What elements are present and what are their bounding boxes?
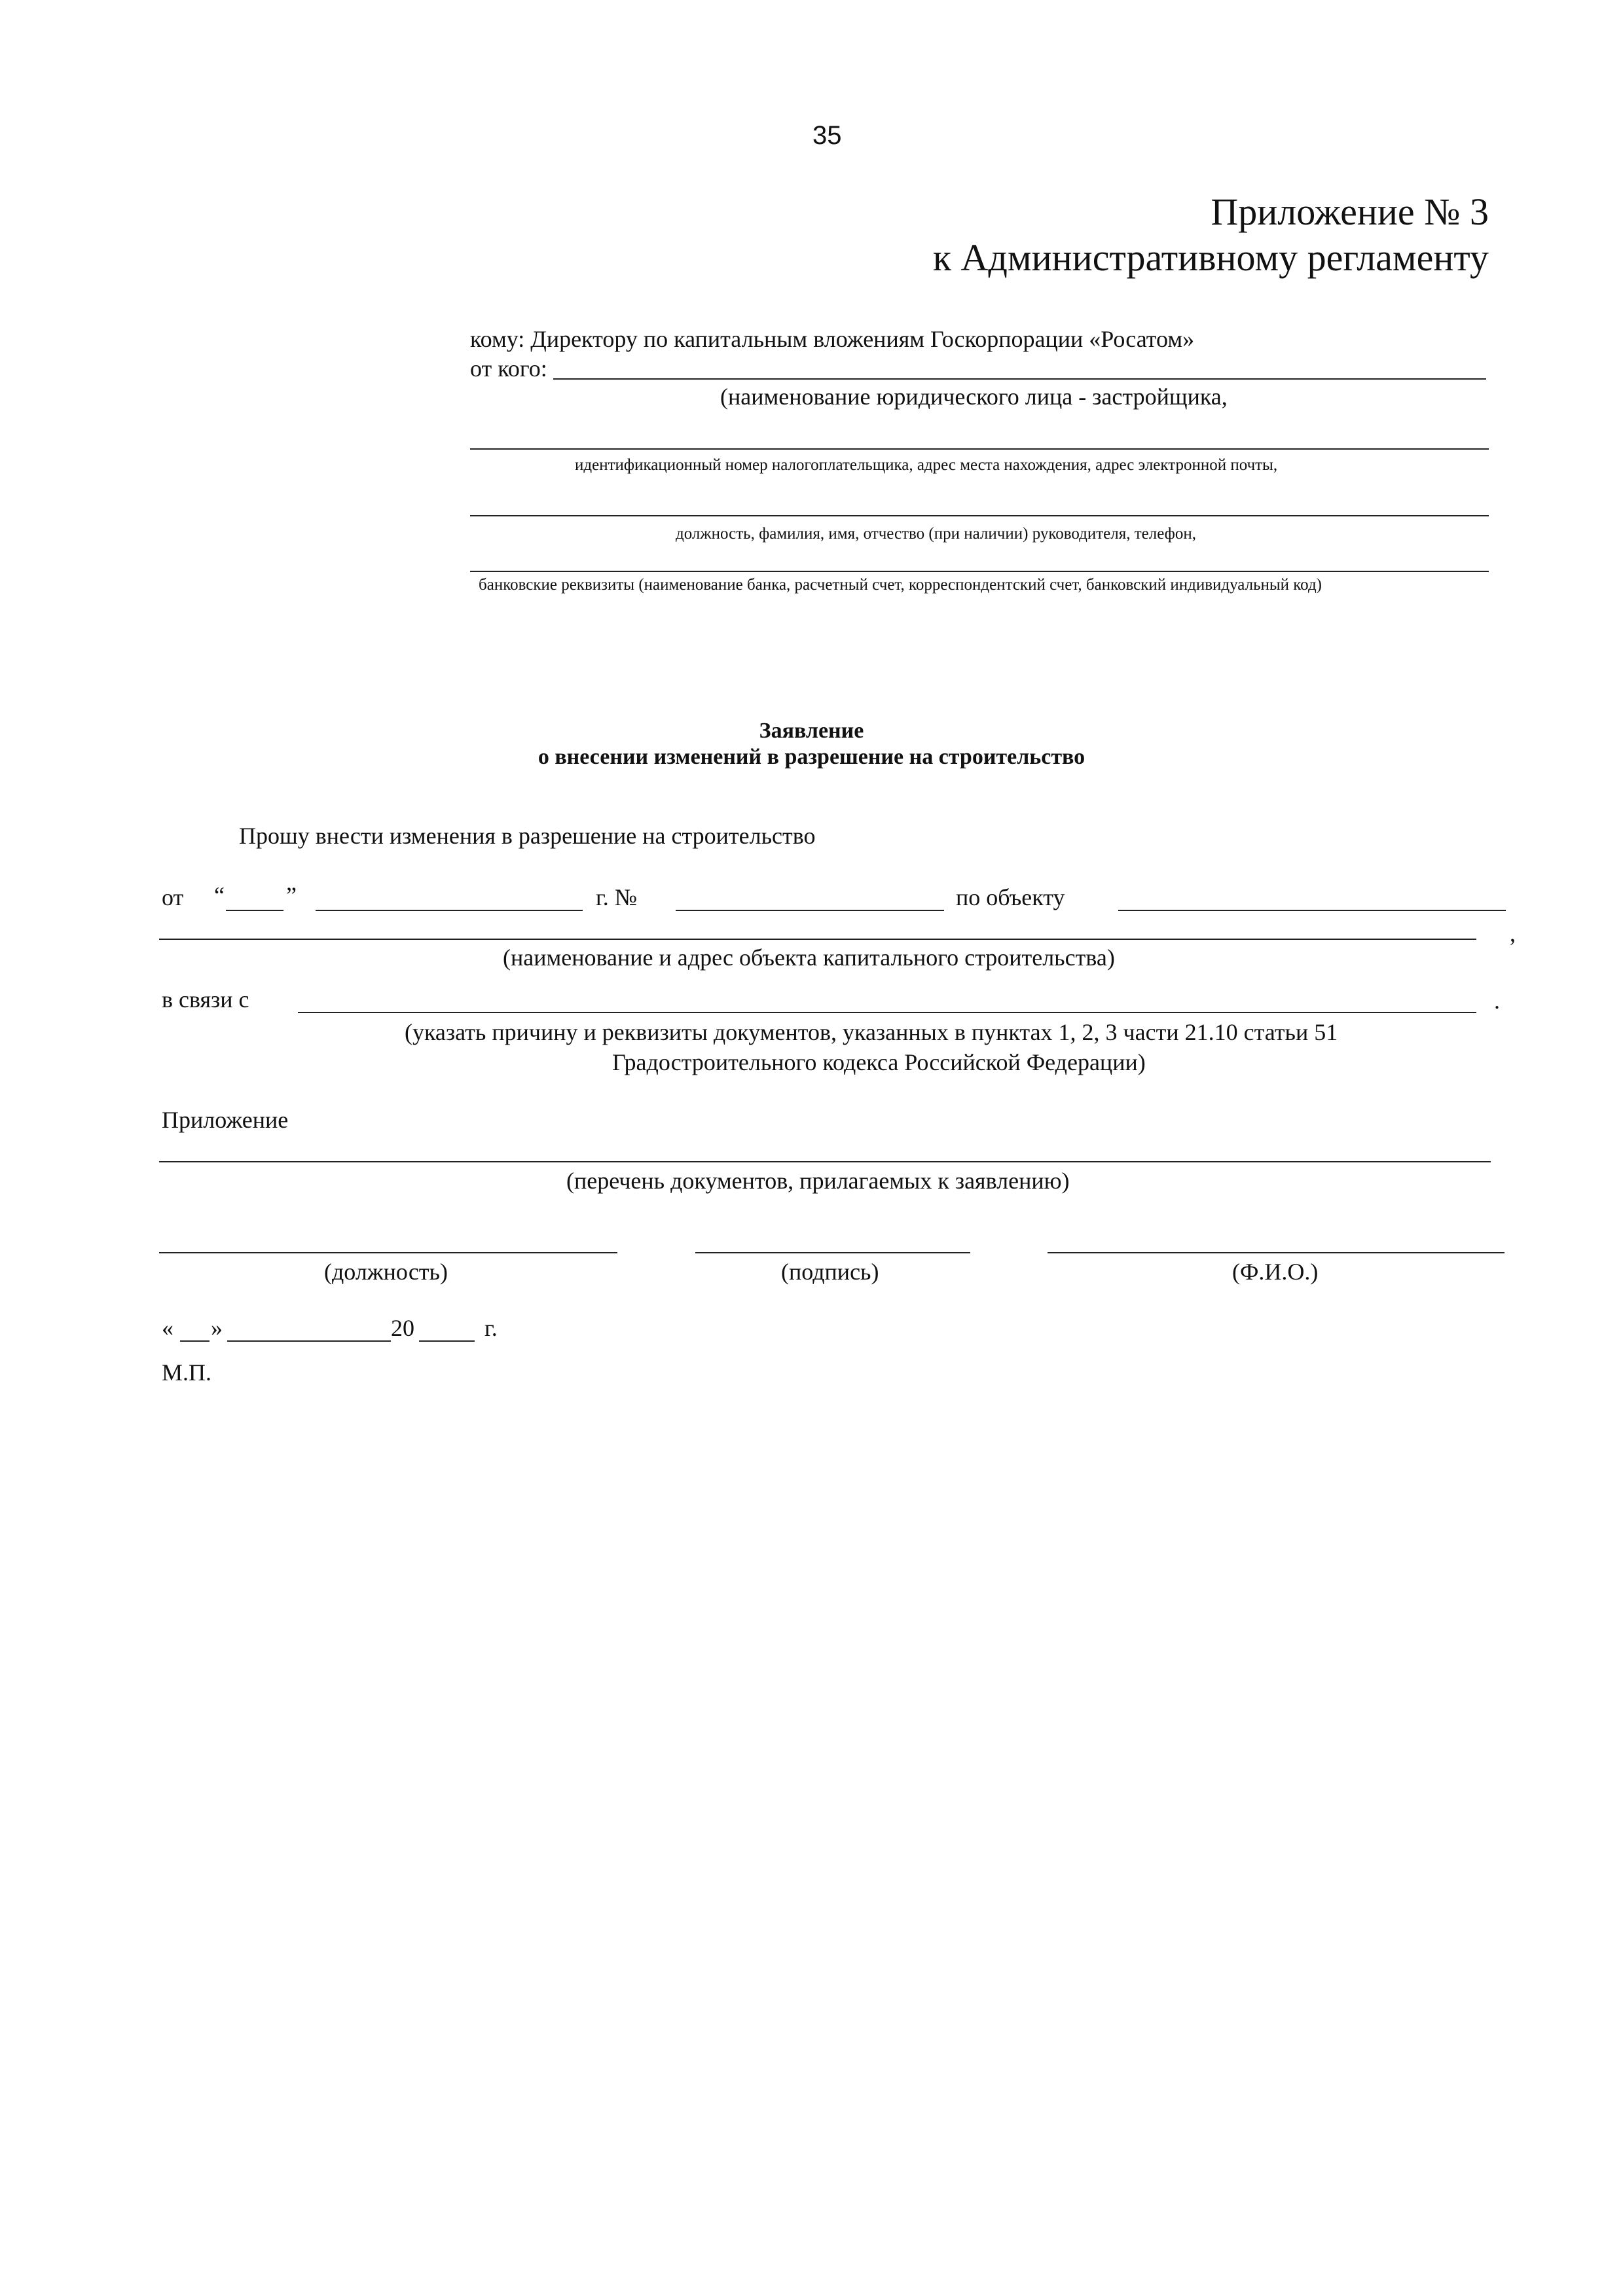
date-month-line[interactable] [227,1340,391,1342]
signature-field-line[interactable] [695,1252,970,1253]
from-label: от кого: [470,355,547,382]
stamp-place: М.П. [162,1359,212,1386]
date-year-line[interactable] [419,1340,475,1342]
applicant-field-line-3[interactable] [470,515,1489,516]
bank-details-caption: банковские реквизиты (наименование банка, расчетный счет, корреспондентский счет, банковский индивидуальный код) [479,576,1322,594]
from-field-line[interactable] [553,378,1486,380]
date-year-suffix: г. [484,1315,498,1341]
full-name-field-line[interactable] [1048,1252,1504,1253]
date-day-line[interactable] [180,1340,210,1342]
request-text: Прошу внести изменения в разрешение на строительство [239,823,816,849]
year-number-label: г. № [596,884,638,910]
appendix-reference: к Административному регламенту [932,236,1489,279]
object-field-line-2[interactable] [159,939,1476,940]
period: . [1494,988,1500,1014]
full-name-caption: (Ф.И.О.) [1232,1259,1319,1285]
date-quote-open: « [162,1315,173,1341]
date-century: 20 [391,1315,414,1341]
attachment-caption: (перечень документов, прилагаемых к заявлению) [566,1168,1070,1194]
reason-label: в связи с [162,986,249,1013]
position-caption: (должность) [324,1259,448,1285]
document-subtitle: о внесении изменений в разрешение на строительство [538,745,1085,769]
director-caption: должность, фамилия, имя, отчество (при наличии) руководителя, телефон, [676,525,1196,543]
applicant-field-line-4[interactable] [470,571,1489,572]
permit-number-field-line[interactable] [676,910,944,911]
attachment-field-line[interactable] [159,1161,1491,1162]
object-caption: (наименование и адрес объекта капитального строительства) [503,944,1115,971]
tax-id-caption: идентификационный номер налогоплательщика, адрес места нахождения, адрес электронной почты, [575,456,1278,474]
page-number: 35 [812,121,842,150]
comma: , [1510,920,1516,946]
from-date-label: от [162,884,184,910]
day-field-line[interactable] [226,910,283,911]
attachment-label: Приложение [162,1107,289,1133]
reason-field-line[interactable] [298,1012,1476,1013]
reason-caption-1: (указать причину и реквизиты документов, указанных в пунктах 1, 2, 3 части 21.10 статьи 51 [405,1019,1338,1045]
date-quote-close: » [211,1315,223,1341]
object-field-line[interactable] [1118,910,1506,911]
month-field-line[interactable] [316,910,583,911]
recipient-to: кому: Директору по капитальным вложениям Госкорпорации «Росатом» [470,326,1195,352]
position-field-line[interactable] [159,1252,617,1253]
applicant-field-line-2[interactable] [470,448,1489,450]
reason-caption-2: Градостроительного кодекса Российской Федерации) [612,1049,1146,1075]
signature-caption: (подпись) [781,1259,879,1285]
appendix-number: Приложение № 3 [1211,190,1489,233]
quote-open: “ [214,882,225,908]
object-label: по объекту [956,884,1065,910]
document-title: Заявление [759,719,864,743]
quote-close: ” [286,882,297,908]
applicant-caption: (наименование юридического лица - застройщика, [720,384,1228,410]
